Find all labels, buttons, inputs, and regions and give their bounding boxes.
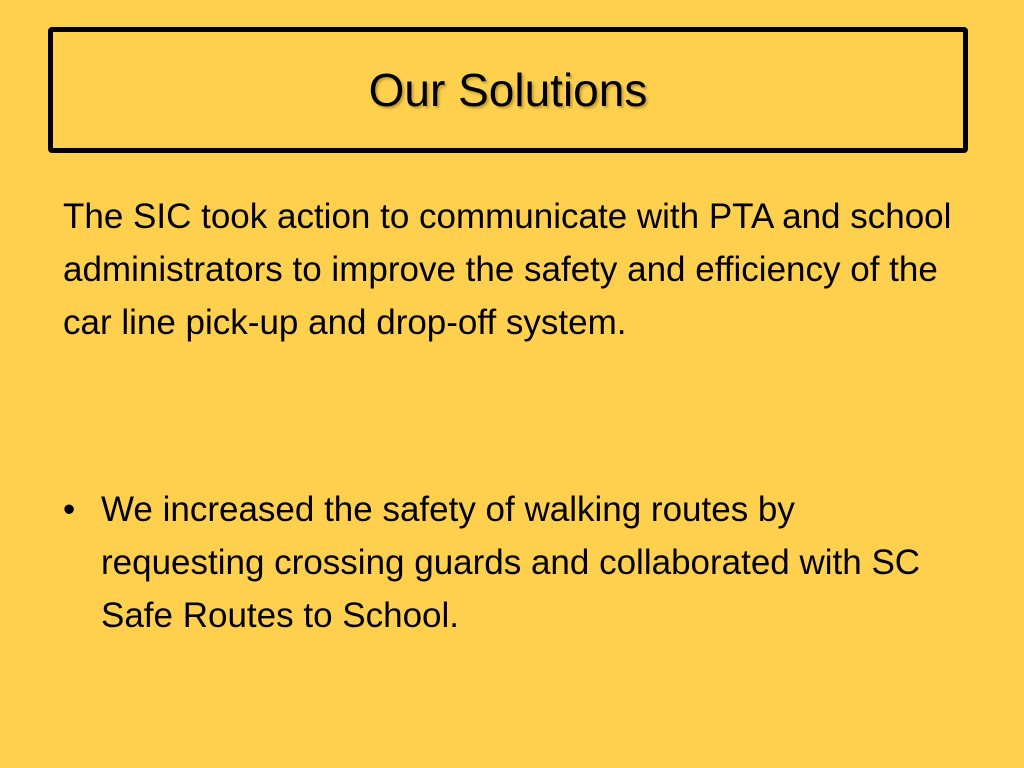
body-paragraph: The SIC took action to communicate with PTA and school administrators to improve the safety and efficiency of the car line pick-up and drop-off system. (63, 197, 952, 342)
title-box (48, 27, 968, 153)
bullet-text: We increased the safety of walking routes by requesting crossing guards and collaborated with SC Safe Routes to School. (101, 490, 921, 635)
bullet-item (63, 483, 963, 642)
bullet-icon: • (63, 490, 76, 529)
slide-title: Our Solutions (368, 64, 648, 116)
bullet-list (63, 483, 963, 642)
